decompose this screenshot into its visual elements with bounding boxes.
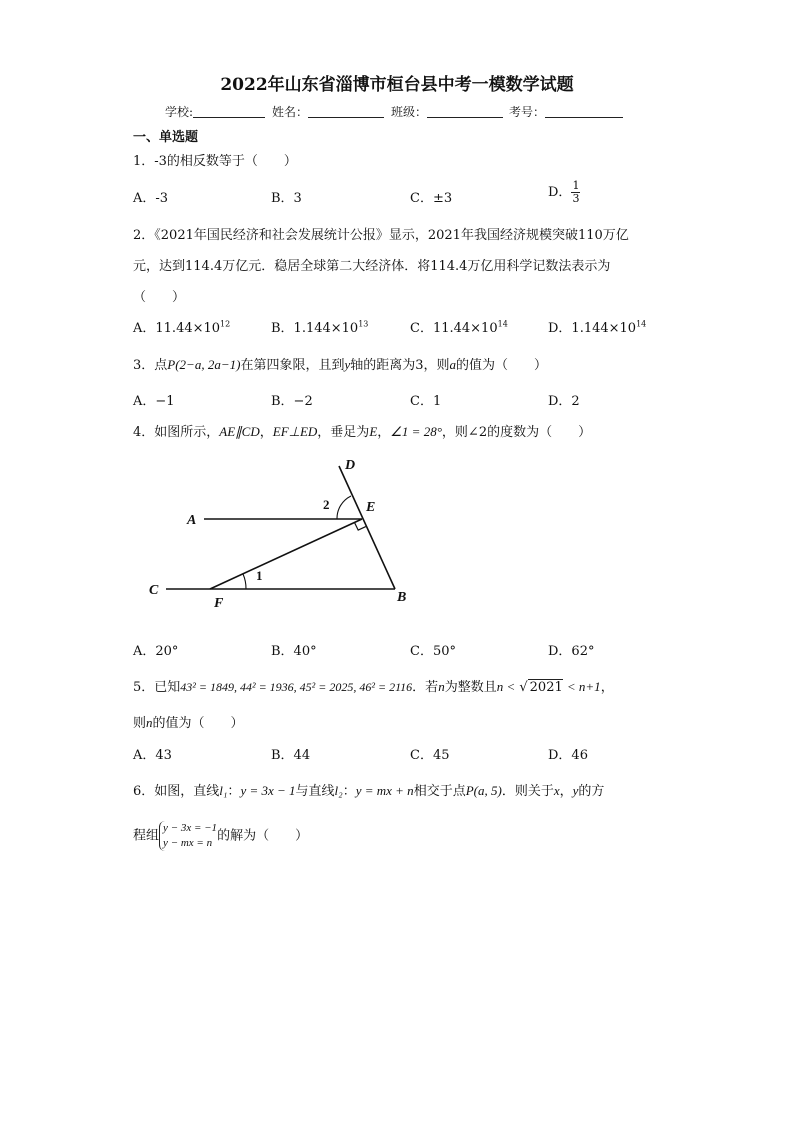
q2-option-a: [133, 317, 230, 336]
q5-sqrt: 2021: [529, 680, 563, 695]
q6-var-x: x: [553, 783, 560, 798]
q2-option-a-base: A．11.44×10: [133, 321, 221, 336]
q6-sys-eq2: y − mx = n: [163, 837, 213, 849]
q5-stem: 5．已知43² = 1849, 44² = 1936, 45² = 2025, 46² = 2116．若n为整数且n < √ 2021 < n+1，: [133, 679, 614, 695]
q6-eq2: y = mx + n: [355, 783, 414, 798]
name-label: 姓名：: [272, 105, 309, 119]
q6-eq1: y = 3x − 1: [240, 783, 296, 798]
q3-var: a: [449, 357, 457, 372]
q5-option-c: C．45: [410, 748, 450, 763]
q4-stem-c: ，则∠2的度数为（ ）: [441, 425, 592, 440]
q5-facts: 43² = 1849, 44² = 1936, 45² = 2025, 46² = 2116: [180, 680, 413, 694]
q3-point: P(2−a, 2a−1): [167, 357, 241, 372]
q2-line1: 2．《2021年国民经济和社会发展统计公报》显示，2021年我国经济规模突破110万亿: [133, 228, 629, 243]
q5-ineq-right: < n+1: [566, 679, 601, 694]
line-db: [339, 466, 395, 589]
q4-option-d: D．62°: [548, 644, 595, 659]
line-fe: [210, 519, 362, 589]
q4-option-c: C．50°: [410, 644, 456, 659]
school-field: [165, 103, 265, 120]
q5-ineq-left: n <: [496, 679, 516, 694]
label-angle-1: 1: [256, 568, 263, 583]
q3-option-a: A．−1: [133, 394, 175, 409]
label-c: C: [149, 583, 159, 598]
q1-option-b: B．3: [271, 191, 302, 206]
q3-option-c: C．1: [410, 394, 442, 409]
q6-var-y: y: [572, 783, 579, 798]
q6-stem-e: 的方: [578, 784, 605, 799]
q4-foot: E: [369, 424, 378, 439]
angle-1-arc: [243, 574, 246, 589]
label-b: B: [397, 590, 407, 605]
q6-stem: [133, 780, 604, 799]
q1-option-d-fraction: [571, 180, 580, 205]
q4-option-b: B．40°: [271, 644, 317, 659]
q5-option-d: D．46: [548, 748, 588, 763]
q1-option-d-denominator: 3: [572, 192, 580, 205]
q4-cond2: EF⊥ED: [272, 424, 318, 439]
exam-no-field: [509, 103, 623, 120]
name-field: [272, 103, 384, 120]
q5-stem-a: 5．已知: [133, 680, 181, 695]
q5-line2-var: n: [146, 715, 153, 730]
q2-option-c-exp: 14: [497, 319, 508, 329]
q3-axis: y: [344, 357, 351, 372]
page-title: 2022年山东省淄博市桓台县中考一模数学试题: [220, 75, 574, 95]
q1-option-d: [548, 180, 580, 205]
q6-stem-b: 与直线: [295, 784, 335, 799]
q4-sep2: ，: [377, 425, 391, 440]
q4-option-a: A．20°: [133, 644, 179, 659]
q2-option-a-exp: 12: [220, 319, 231, 329]
q3-stem-b: 在第四象限，且到: [240, 358, 345, 373]
class-blank[interactable]: [427, 104, 503, 118]
label-a: A: [187, 513, 197, 528]
q5-option-b: B．44: [271, 748, 311, 763]
q4-cond3: ∠1 = 28°: [390, 424, 442, 439]
angle-2-arc: [337, 496, 351, 519]
q2-line2: 元，达到114.4万亿元．稳居全球第二大经济体．将114.4万亿用科学记数法表示为: [133, 259, 611, 274]
q5-stem-d: ，: [600, 680, 614, 695]
right-angle-mark: [355, 523, 366, 531]
label-angle-2: 2: [323, 497, 330, 512]
q1-option-d-numerator: 1: [572, 179, 580, 192]
q4-stem-b: ，垂足为: [317, 425, 370, 440]
q4-stem-a: 4．如图所示，: [133, 425, 220, 440]
q2-option-d-base: D．1.144×10: [548, 321, 637, 336]
exam-no-blank[interactable]: [545, 104, 623, 118]
q6-stem-a: 6．如图，直线: [133, 784, 220, 799]
q1-option-d-prefix: D．: [548, 185, 572, 200]
school-label: 学校:: [165, 105, 194, 119]
q3-stem: [133, 354, 547, 373]
q6-equation-system: [159, 821, 217, 851]
school-blank[interactable]: [193, 104, 265, 118]
exam-no-label: 考号：: [509, 105, 546, 119]
q3-stem-a: 3．点: [133, 358, 168, 373]
q6-line2-a: 程组: [133, 828, 160, 844]
q6-stem-d: ．则关于: [501, 784, 554, 799]
q5-var: n: [438, 679, 445, 694]
q1-stem: 1．-3的相反数等于（ ）: [133, 154, 297, 169]
label-e: E: [366, 500, 376, 515]
q5-option-a: A．43: [133, 748, 172, 763]
q6-line2: [133, 821, 308, 851]
q2-option-d-exp: 14: [636, 319, 647, 329]
section-heading: 一、单选题: [133, 130, 199, 145]
q2-line3: （ ）: [133, 290, 186, 305]
q6-stem-c: 相交于点: [413, 784, 466, 799]
q6-colon1: ：: [227, 784, 241, 799]
q2-option-c-base: C．11.44×10: [410, 321, 498, 336]
q4-cond1: AE∥CD: [219, 424, 260, 439]
q5-line2-b: 的值为（ ）: [152, 716, 244, 731]
q6-l1: l₁: [219, 783, 228, 798]
q2-option-b: [271, 317, 368, 336]
label-d: D: [345, 458, 356, 473]
q3-stem-d: 的值为（ ）: [456, 358, 548, 373]
q6-line2-b: 的解为（ ）: [217, 828, 309, 844]
q6-colon2: ：: [342, 784, 356, 799]
q5-line2: [133, 712, 244, 731]
q6-comma: ，: [559, 784, 573, 799]
q3-option-d: D．2: [548, 394, 580, 409]
q4-stem: [133, 421, 591, 440]
name-blank[interactable]: [308, 104, 384, 118]
q5-stem-c: 为整数且: [444, 680, 497, 695]
class-label: 班级：: [391, 105, 428, 119]
q2-option-d: [548, 317, 646, 336]
q6-point: P(a, 5): [465, 783, 502, 798]
q1-option-a: A．-3: [133, 191, 169, 206]
q2-option-b-base: B．1.144×10: [271, 321, 359, 336]
q5-stem-b: ．若: [412, 680, 439, 695]
q6-l2: l₂: [334, 783, 343, 798]
class-field: [391, 103, 503, 120]
q4-sep1: ，: [259, 425, 273, 440]
q4-geometry-figure: [140, 450, 430, 620]
q2-option-c: [410, 317, 508, 336]
q3-option-b: B．−2: [271, 394, 313, 409]
q1-option-c: C．±3: [410, 191, 453, 206]
q5-line2-a: 则: [133, 716, 147, 731]
q2-option-b-exp: 13: [358, 319, 369, 329]
q6-sys-eq1: y − 3x = −1: [163, 822, 218, 834]
label-f: F: [214, 596, 224, 611]
q3-stem-c: 轴的距离为3，则: [350, 358, 450, 373]
